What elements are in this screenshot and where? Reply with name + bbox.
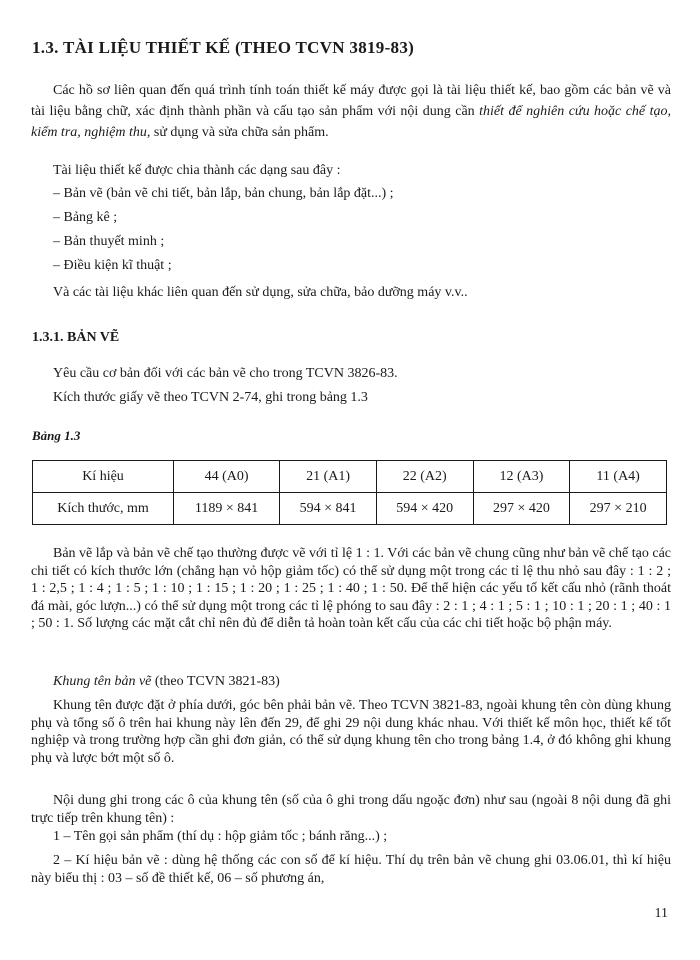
title-block-text: Khung tên được đặt ở phía dưới, góc bên phải bản vẽ. Theo TCVN 3821-83, ngoài khung tên còn dùng khung phụ và tổng số ô trên hai khung này lên đến 29, để ghi 29 nội dung khác nhau. Với thiết kế môn học, thiết kế tốt nghiệp và trong trường hợp cần ghi đơn giản, có thể sử dụng khung tên cho trong bảng 1.4, ở đó không ghi khung phụ và lược bớt một số ô. (31, 698, 671, 766)
content-text: Nội dung ghi trong các ô của khung tên (số của ô ghi trong dấu ngoặc đơn) như sau (ngoài 8 nội dung đã ghi trực tiếp trên khung tên) : (31, 793, 671, 826)
table-cell: 297 × 420 (473, 493, 570, 525)
table-cell: 297 × 210 (570, 493, 667, 525)
scale-paragraph (31, 545, 671, 633)
table-cell: 594 × 841 (280, 493, 377, 525)
title-block-heading: Khung tên bản vẽ (53, 674, 152, 689)
content-item-1: 1 – Tên gọi sản phẩm (thí dụ : hộp giảm tốc ; bánh răng...) ; (53, 829, 388, 844)
list-item: – Bảng kê ; (53, 210, 118, 225)
table-row-label: Kích thước, mm (33, 493, 174, 525)
table-cell: 22 (A2) (376, 461, 473, 493)
intro-text-b: sử dụng và sửa chữa sản phẩm. (150, 125, 329, 140)
section-title: 1.3. TÀI LIỆU THIẾT KẾ (THEO TCVN 3819-83) (32, 38, 415, 57)
table-caption: Bảng 1.3 (32, 428, 81, 443)
content-item-2-paragraph (31, 852, 671, 888)
title-block-heading-line (53, 674, 280, 690)
table-cell: 11 (A4) (570, 461, 667, 493)
types-outro: Và các tài liệu khác liên quan đến sử dụng, sửa chữa, bảo dưỡng máy v.v.. (53, 285, 468, 300)
paper-size-table (32, 460, 667, 525)
intro-text-emphasis: thiết để nghiên cứu hoặc chế tạo, kiểm tra, nghiệm thu, (31, 104, 671, 140)
title-block-reference: (theo TCVN 3821-83) (151, 674, 280, 689)
list-item: – Điều kiện kĩ thuật ; (53, 258, 172, 273)
content-item-2: 2 – Kí hiệu bản vẽ : dùng hệ thống các con số để kí hiệu. Thí dụ trên bản vẽ chung ghi 03.06.01, thì kí hiệu này biểu thị : 03 – số đề thiết kế, 06 – số phương án, (31, 853, 671, 886)
table-row (33, 461, 667, 493)
document-types-list (53, 182, 394, 278)
table-header-label: Kí hiệu (33, 461, 174, 493)
list-item: – Bản thuyết minh ; (53, 234, 165, 249)
table-cell: 12 (A3) (473, 461, 570, 493)
table-cell: 1189 × 841 (174, 493, 280, 525)
intro-text-a: Các hồ sơ liên quan đến quá trình tính toán thiết kế máy được gọi là tài liệu thiết kế, bao gồm các bản vẽ và tài liệu bằng chữ, xác định thành phần và cấu tạo sản phẩm với nội dung cần (31, 83, 671, 119)
paper-size-line: Kích thước giấy vẽ theo TCVN 2-74, ghi trong bảng 1.3 (53, 390, 368, 405)
table-cell: 594 × 420 (376, 493, 473, 525)
types-intro: Tài liệu thiết kế được chia thành các dạng sau đây : (53, 163, 341, 178)
table-row (33, 493, 667, 525)
subsection-title: 1.3.1. BẢN VẼ (32, 330, 120, 345)
drawing-requirements-line: Yêu cầu cơ bản đối với các bản vẽ cho trong TCVN 3826-83. (53, 366, 398, 381)
title-block-paragraph (31, 697, 671, 767)
page-number: 11 (654, 906, 668, 921)
scale-text: Bản vẽ lắp và bản vẽ chế tạo thường được vẽ với tỉ lệ 1 : 1. Với các bản vẽ chung cũng như bản vẽ chế tạo các chi tiết có kích thước lớn (chẳng hạn vỏ hộp giảm tốc) có thể sử dụng một trong các tỉ lệ thu nhỏ sau đây : 1 : 2 ; 1 : 2,5 ; 1 : 4 ; 1 : 5 ; 1 : 10 ; 1 : 15 ; 1 : 20 ; 1 : 25 ; 1 : 40 ; 1 : 50. Để thể hiện các yếu tố kết cấu nhỏ (rãnh thoát đá mài, góc lượn...) có thể sử dụng một trong các tỉ lệ phóng to sau đây : 2 : 1 ; 4 : 1 ; 5 : 1 ; 10 : 1 ; 20 : 1 ; 40 : 1 ; 50 : 1. Số lượng các mặt cắt chỉ nên đủ để diễn tả hoàn toàn kết cấu của các chi tiết hoặc bộ phận máy. (31, 546, 671, 631)
intro-paragraph (31, 80, 671, 143)
table-cell: 44 (A0) (174, 461, 280, 493)
table-cell: 21 (A1) (280, 461, 377, 493)
list-item: – Bản vẽ (bản vẽ chi tiết, bản lắp, bản chung, bản lắp đặt...) ; (53, 186, 394, 201)
content-paragraph (31, 792, 671, 828)
